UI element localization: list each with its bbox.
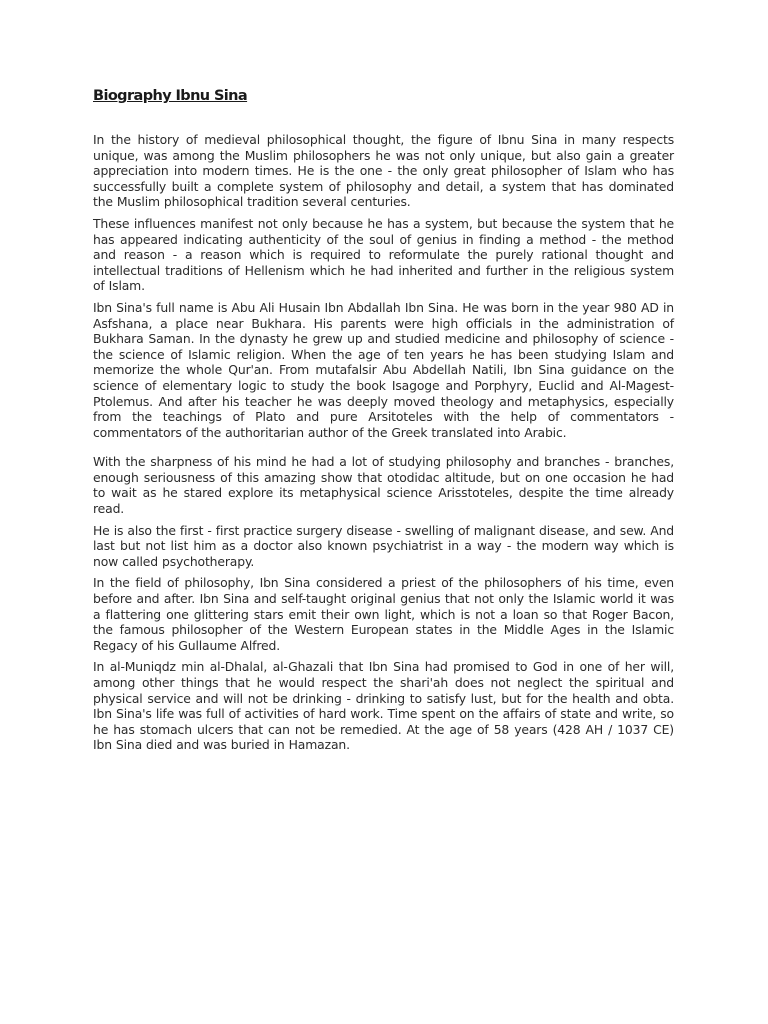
paragraph-influences: These influences manifest not only because he has a system, but because the system that he has appeared indicating authenticity of the soul of genius in finding a method - the method and reason - a reason which is required to reformulate the purely rational thought and intellectual traditions of Hellenism which he had inherited and further in the religious system of Islam.: [93, 215, 674, 294]
paragraph-full-name: Ibn Sina's full name is Abu Ali Husain Ibn Abdallah Ibn Sina. He was born in the year 980 AD in Asfshana, a place near Bukhara. His parents were high officials in the administration of Bukhara Saman. In the dynasty he grew up and studied medicine and philosophy of science - the science of Islamic religion. When the age of ten years he has been studying Islam and memorize the whole Qur'an. From mutafalsir Abu Abdellah Natili, Ibn Sina guidance on the science of elementary logic to study the book Isagoge and Porphyry, Euclid and Al-Magest-Ptolemus. And after his teacher he was deeply moved theology and metaphysics, especially from the teachings of Plato and pure Arsitoteles with the help of commentators - commentators of the authoritarian author of the Greek translated into Arabic.: [93, 299, 674, 440]
paragraph-sharpness: With the sharpness of his mind he had a lot of studying philosophy and branches - branches, enough seriousness of this amazing show that otodidac altitude, but on one occasion he had to wait as he stared explore its metaphysical science Arisstoteles, despite the time already read.: [93, 454, 674, 517]
document-title: Biography Ibnu Sina: [93, 88, 248, 104]
paragraph-philosophy: In the field of philosophy, Ibn Sina considered a priest of the philosophers of his time, even before and after. Ibn Sina and self-taught original genius that not only the Islamic world it was a flattering one glittering stars emit their own light, which is not a loan so that Roger Bacon, the famous philosopher of the Western European states in the Middle Ages in the Islamic Regacy of his Gullaume Alfred.: [93, 575, 674, 653]
paragraph-death: In al-Muniqdz min al-Dhalal, al-Ghazali that Ibn Sina had promised to God in one of her will, among other things that he would respect the shari'ah does not neglect the spiritual and physical service and will not be drinking - drinking to satisfy lust, but for the health and obta. Ibn Sina's life was full of activities of hard work. Time spent on the affairs of state and write, so he has stomach ulcers that can not be remedied. At the age of 58 years (428 AH / 1037 CE) Ibn Sina died and was buried in Hamazan.: [93, 659, 674, 753]
paragraph-surgery: He is also the first - first practice surgery disease - swelling of malignant disease, and sew. And last but not list him as a doctor also known psychiatrist in a way - the modern way which is now called psychotherapy.: [93, 522, 674, 569]
document-page: [93, 86, 674, 759]
paragraph-intro: In the history of medieval philosophical thought, the figure of Ibnu Sina in many respects unique, was among the Muslim philosophers he was not only unique, but also gain a greater appreciation into modern times. He is the one - the only great philosopher of Islam who has successfully built a complete system of philosophy and detail, a system that has dominated the Muslim philosophical tradition several centuries.: [93, 132, 674, 210]
